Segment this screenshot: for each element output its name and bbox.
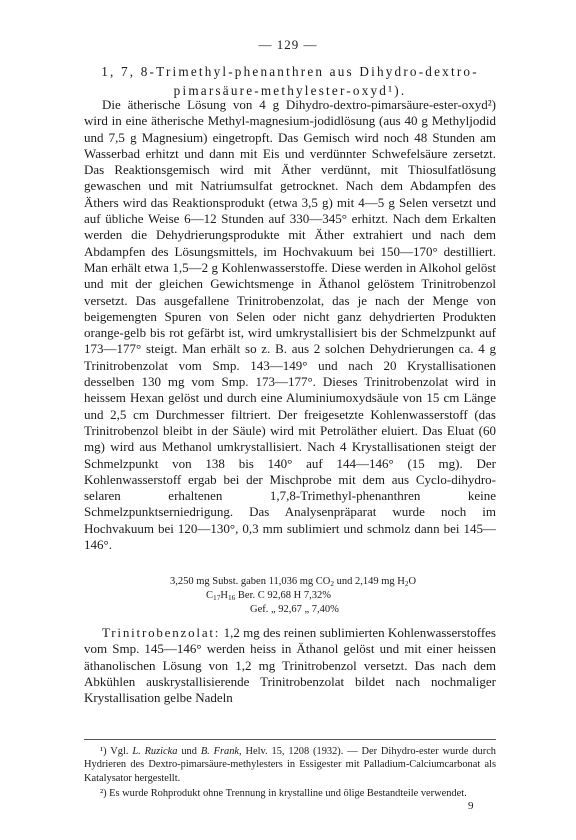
co2-subscript: 2 [330, 579, 334, 588]
formula-c: C [206, 590, 214, 601]
analysis-line-2 [84, 589, 496, 603]
analysis-line-1c: O [408, 576, 417, 587]
footnote-1-author-1: L. Ruzicka [132, 746, 178, 757]
analysis-calculated: Ber. C 92,68 H 7,32% [235, 590, 331, 601]
trinitrobenzolat-text [84, 625, 496, 706]
trinitrobenzolat-paragraph [84, 625, 496, 706]
footnotes [84, 745, 496, 803]
signature-mark: 9 [468, 800, 474, 812]
footnote-1-rest: , Helv. 15, 1208 (1932). — Der Dihydro-ester wurde durch Hydrieren des Dextro-pimarsäure-methylesters in Essigester mit Palladium-Calciumcarbonat als Katalysator hergestellt. [84, 746, 497, 784]
analysis-line-1 [84, 575, 496, 589]
analysis-line-1b: und 2,149 mg H [334, 576, 405, 587]
formula-h: H [220, 590, 228, 601]
h2o-subscript: 2 [404, 579, 409, 588]
footnote-2: ²) Es wurde Rohprodukt ohne Trennung in krystalline und ölige Bestandteile verwendet. [100, 788, 467, 800]
analysis-line-3: Gef. „ 92,67 „ 7,40% [250, 604, 339, 615]
trinitrobenzolat-body: 1,2 mg des reinen sublimierten Kohlenwasserstoffes vom Smp. 145—146° werden heiss in Äthanol gelöst und mit einer heissen äthanolischen Lösung von 1,2 mg Trinitrobenzol versetzt. Das nach dem Abkühlen auskrystallisierende Trinitrobenzolat bildet nach nochmaliger Krystallisation gelbe Nadeln [84, 625, 496, 706]
footnote-1-joiner: und [177, 746, 201, 757]
body-paragraph-text: Die ätherische Lösung von 4 g Dihydro-dextro-pimarsäure-ester-oxyd²) wird in eine ätherische Methyl-magnesium-jodidlösung (aus 40 g Methyljodid und 7,5 g Magnesium) eingetropft. Das Gemisch wird noch 48 Stunden am Wasserbad erhitzt und dann mit Eis und verdünnter Schwefelsäure zersetzt. Das Reaktionsgemisch wird mit Äther verdünnt, mit Thiosulfatlösung gewaschen und mit Natriumsulfat getrocknet. Nach dem Abdampfen des Äthers wird das Reaktionsprodukt (etwa 3,5 g) mit 4—5 g Selen versetzt und auf übliche Weise 6—12 Stunden auf 330—345° erhitzt. Nach dem Erkalten werden die Dehydrierungsprodukte mit Äther extrahiert und nach dem Abdampfen des Lösungsmittels, im Hochvakuum bei 150—170° destilliert. Man erhält etwa 1,5—2 g Kohlenwasserstoffe. Diese werden in Alkohol gelöst und mit der gleichen Gewichtsmenge in Äthanol gelöstem Trinitrobenzol versetzt. Das ausgefallene Trinitrobenzolat, das je nach der Menge von beigemengten Spuren von Selen oder nicht ganz dehydrierten Produkten orange-gelb bis rot gefärbt ist, wird umkrystallisiert bis der Schmelzpunkt auf 173—177° steigt. Man erhält so z. B. aus 2 solchen Dehydrierungen ca. 4 g Trinitrobenzolat vom Smp. 143—149° und nach 20 Krystallisationen desselben 130 mg vom Smp. 173—177°. Dieses Trinitrobenzolat wird in heissem Hexan gelöst und durch eine Aluminiumoxydsäule von 15 cm Länge und 2,5 cm Durchmesser filtriert. Der freigesetzte Kohlenwasserstoff (das Trinitrobenzol bleibt in der Säule) wird mit Petroläther eluiert. Das Eluat (60 mg) wird aus Methanol umkrystallisiert. Nach 4 Krystallisationen steigt der Schmelzpunkt von 138 bis 140° auf 144—146° (15 mg). Der Kohlenwasserstoff ergab bei der Mischprobe mit dem aus Cyclo-dihydro-selaren erhaltenen 1,7,8-Trimethyl-phenanthren keine Schmelzpunktserniedrigung. Das Analysenpräparat wurde noch im Hochvakuum bei 120—130°, 0,3 mm sublimiert und schmolz dann bei 145—146°. [84, 97, 496, 553]
elemental-analysis [84, 575, 496, 617]
footnote-1 [84, 745, 496, 785]
page-number: — 129 — [258, 37, 318, 52]
analysis-line-1a: 3,250 mg Subst. gaben 11,036 mg CO [170, 576, 331, 587]
formula-c-subscript: 17 [213, 593, 221, 602]
footnote-1-prefix: ¹) Vgl. [100, 746, 133, 757]
footnote-divider [84, 739, 496, 740]
trinitrobenzolat-label: Trinitrobenzolat: [102, 625, 221, 640]
section-title: 1, 7, 8-Trimethyl-phenanthren aus Dihydro-dextro-pimarsäure-methylester-oxyd¹). [101, 64, 479, 98]
footnote-1-author-2: B. Frank [200, 746, 240, 757]
formula-h-subscript: 16 [227, 593, 236, 602]
body-paragraph [84, 97, 496, 553]
